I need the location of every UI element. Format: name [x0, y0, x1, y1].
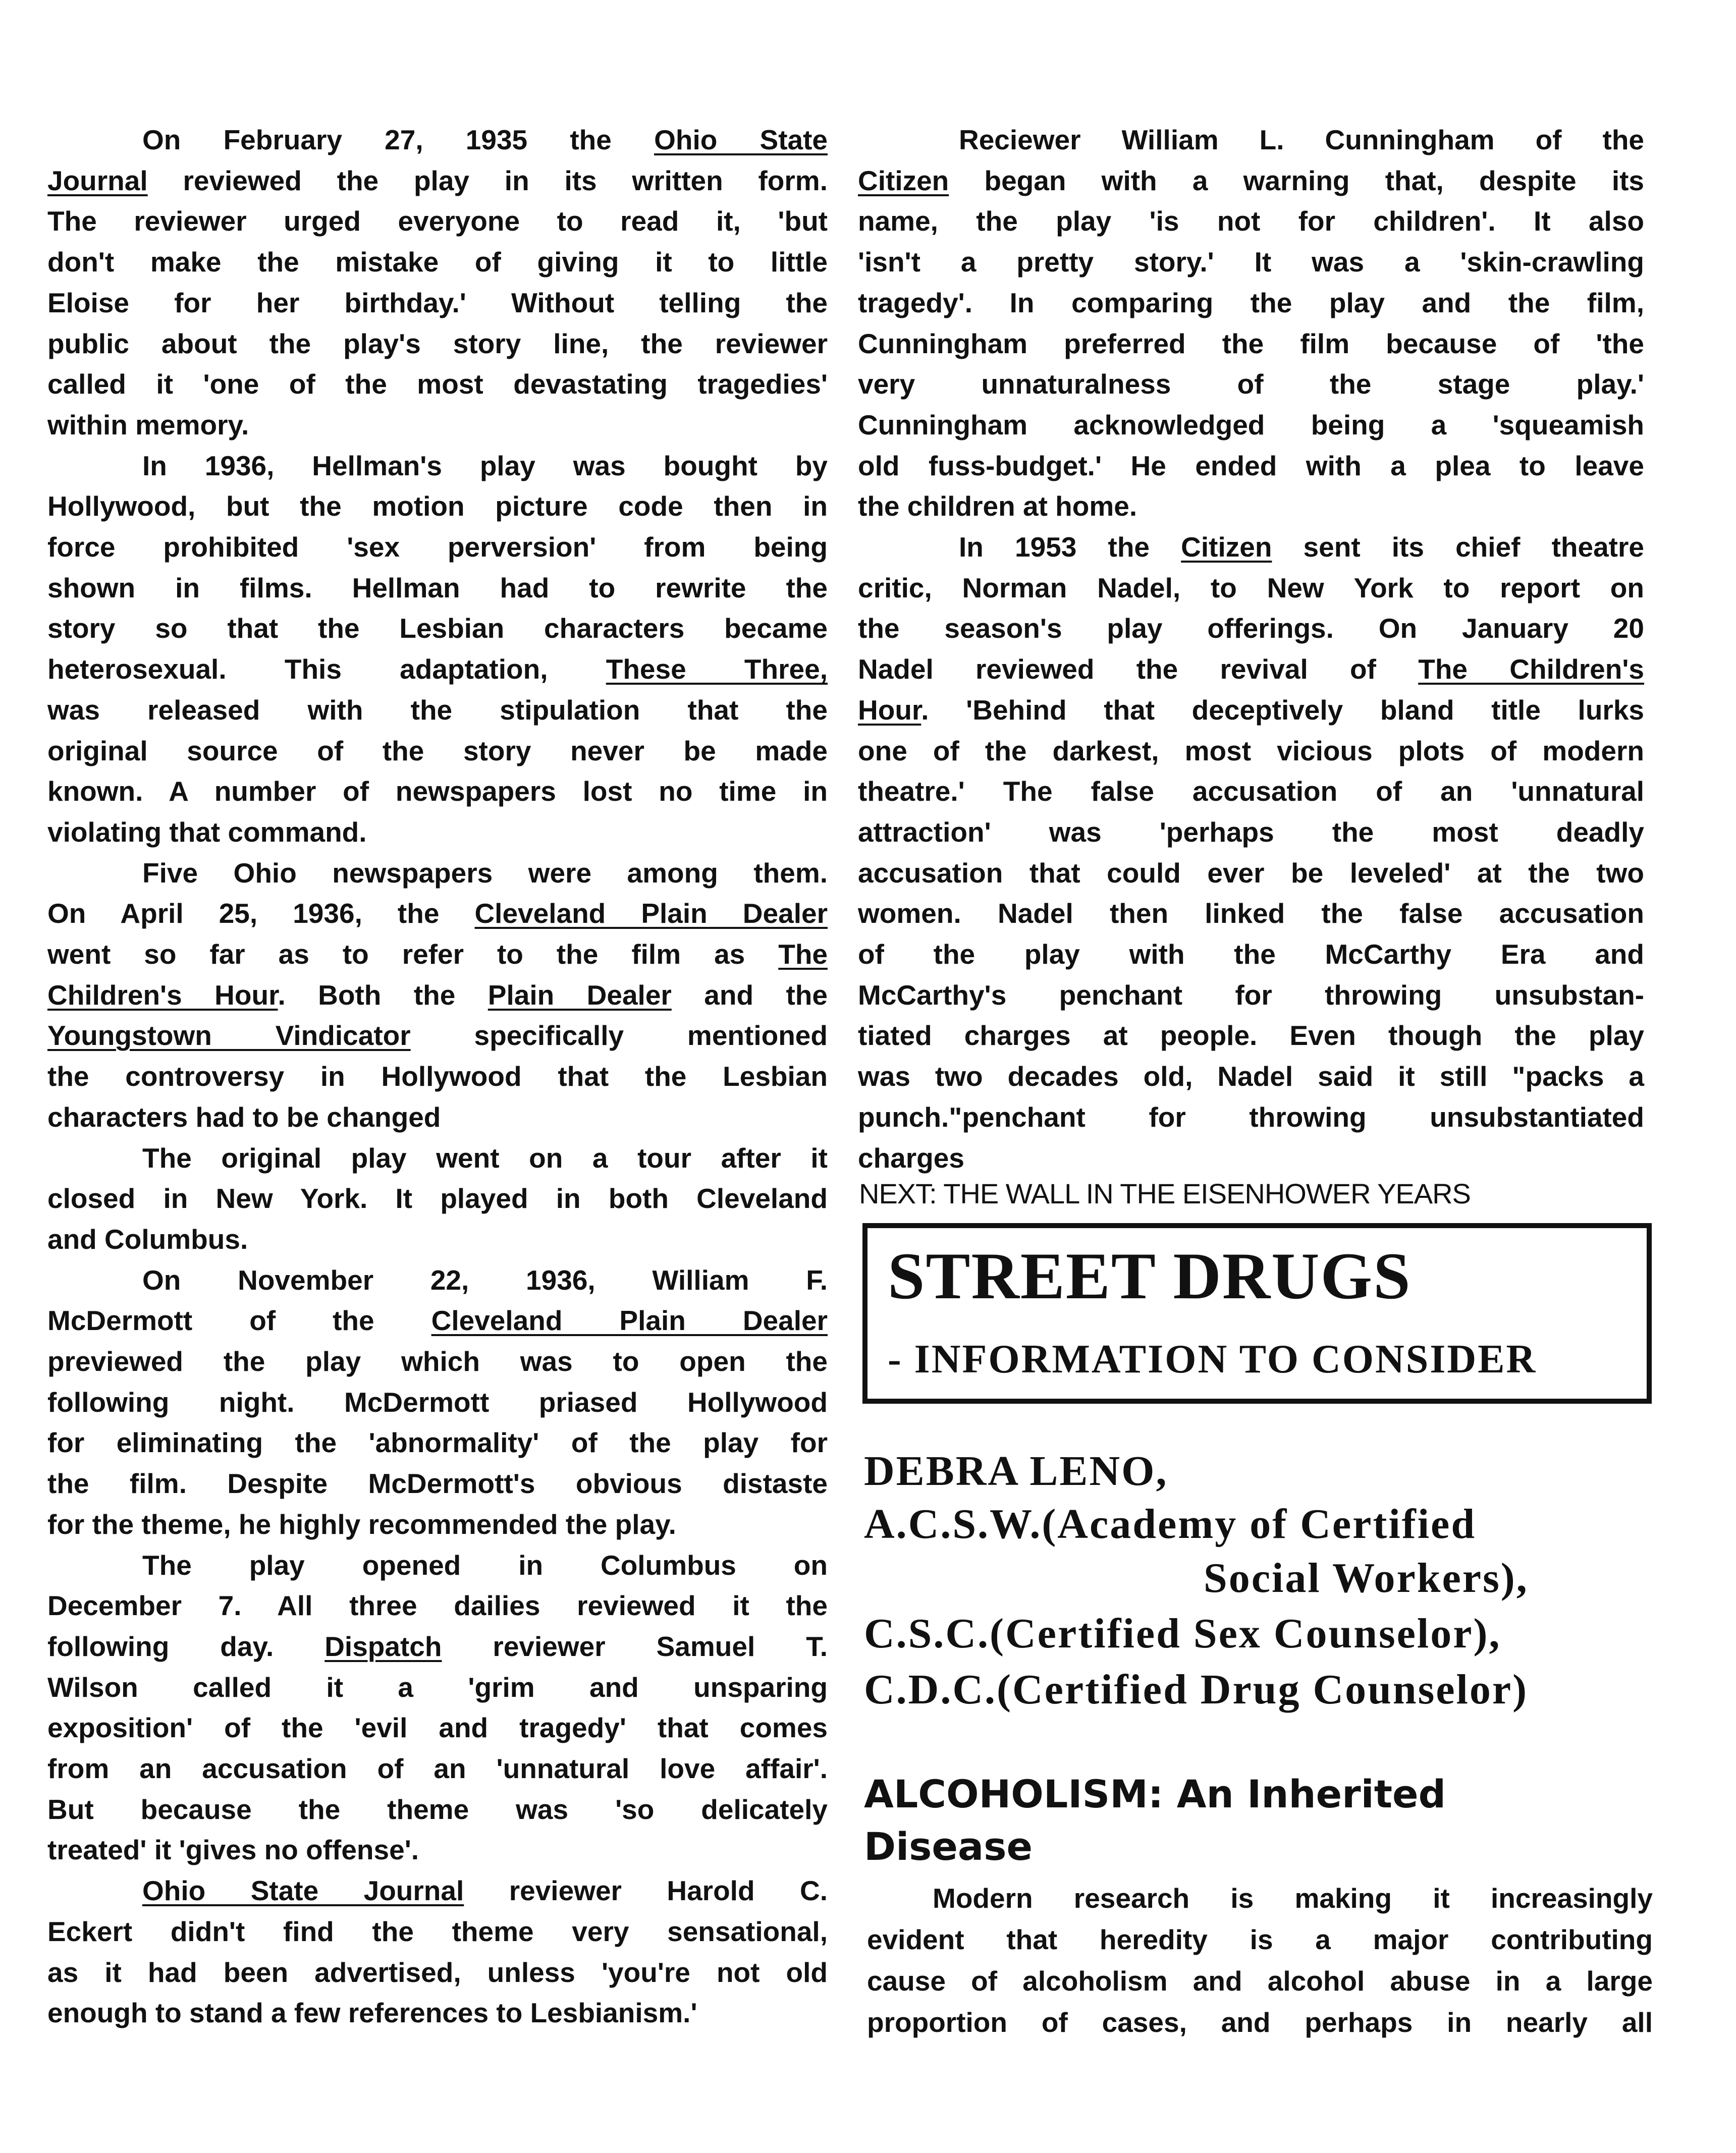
text-line: [47, 893, 828, 934]
text-segment: shown in films. Hellman had to rewrite the: [47, 572, 828, 603]
text-line: [142, 1138, 828, 1179]
text-line: [47, 201, 828, 242]
text-segment: the film. Despite McDermott's obvious distaste: [47, 1468, 828, 1500]
text-line: [47, 1300, 828, 1341]
text-line: [47, 1789, 828, 1830]
text-line: [47, 1463, 828, 1504]
text-segment: reviewed the play in its written form.: [147, 164, 828, 196]
text-segment: Wilson called it a 'grim and unsparing: [47, 1671, 828, 1703]
publication-title: Plain Dealer: [487, 979, 672, 1011]
text-line: [47, 1382, 828, 1423]
text-segment: In 1953 the: [959, 531, 1181, 563]
text-line: [47, 975, 828, 1016]
text-segment: Five Ohio newspapers were among them.: [142, 857, 828, 889]
text-segment: and the: [671, 979, 828, 1011]
text-segment: . 'Behind that deceptively bland title lurks: [921, 694, 1644, 726]
text-segment: original source of the story never be made: [47, 735, 828, 766]
text-segment: old fuss-budget.' He ended with a plea to leave: [858, 450, 1644, 481]
text-line: [858, 283, 1644, 323]
text-line: [858, 975, 1644, 1016]
text-line: [47, 1667, 828, 1708]
text-segment: McDermott of the: [47, 1305, 431, 1337]
text-line: [47, 608, 828, 649]
text-line: [47, 1748, 828, 1789]
text-segment: accusation that could ever be leveled' at the two: [858, 857, 1644, 889]
publication-title: Citizen: [1181, 531, 1272, 563]
text-segment: heterosexual. This adaptation,: [47, 653, 606, 685]
text-line: Modern research is making it increasingly: [933, 1883, 1653, 1914]
text-segment: began with a warning that, despite its: [949, 164, 1644, 196]
text-line: [47, 1097, 828, 1138]
text-line: [47, 568, 828, 609]
text-segment: called it 'one of the most devastating tragedies': [47, 368, 828, 400]
author-credential: Social Workers),: [1204, 1555, 1529, 1602]
text-line: [858, 1015, 1644, 1056]
text-line: [47, 934, 828, 975]
text-line: [47, 771, 828, 812]
text-line: [858, 446, 1644, 486]
text-line: [858, 201, 1644, 242]
text-line: [47, 1830, 828, 1870]
text-segment: exposition' of the 'evil and tragedy' that comes: [47, 1712, 828, 1744]
text-segment: within memory.: [47, 409, 249, 440]
text-line: [142, 446, 828, 486]
text-line: [142, 853, 828, 894]
section-heading: ALCOHOLISM: An Inherited: [864, 1772, 1446, 1816]
text-segment: following night. McDermott priased Hollywood: [47, 1386, 828, 1418]
text-segment: the season's play offerings. On January 20: [858, 613, 1644, 644]
text-segment: violating that command.: [47, 816, 367, 848]
text-segment: closed in New York. It played in both Cleveland: [47, 1183, 828, 1214]
text-segment: tiated charges at people. Even though the play: [858, 1020, 1644, 1052]
text-line: [47, 1056, 828, 1097]
text-segment: tragedy'. In comparing the play and the film,: [858, 287, 1644, 318]
publication-title: Cleveland Plain Dealer: [474, 898, 828, 929]
publication-title: Ohio State: [654, 124, 828, 155]
text-segment: the children at home.: [858, 490, 1137, 522]
text-segment: for eliminating the 'abnormality' of the play for: [47, 1427, 828, 1459]
text-line: [858, 364, 1644, 405]
text-line: [858, 690, 1644, 731]
text-segment: On April 25, 1936, the: [47, 898, 475, 929]
text-line: [47, 1952, 828, 1993]
text-line: [858, 649, 1644, 690]
text-line: [47, 1504, 828, 1545]
text-line: proportion of cases, and perhaps in nearly all: [867, 2007, 1653, 2038]
text-line: [142, 1870, 828, 1911]
text-segment: of the play with the McCarthy Era and: [858, 939, 1644, 970]
street-drugs-banner: [862, 1223, 1652, 1404]
text-line: [47, 649, 828, 690]
text-segment: sent its chief theatre: [1272, 531, 1644, 563]
publication-title: Cleveland Plain Dealer: [431, 1305, 828, 1337]
text-line: [858, 608, 1644, 649]
text-segment: reviewer Harold C.: [464, 1875, 828, 1907]
text-line: [47, 527, 828, 568]
text-segment: for the theme, he highly recommended the play.: [47, 1508, 676, 1540]
text-segment: very unnaturalness of the stage play.': [858, 368, 1644, 400]
text-line: [858, 486, 1644, 527]
text-line: evident that heredity is a major contributing: [867, 1924, 1653, 1955]
text-segment: The reviewer urged everyone to read it, 'but: [47, 205, 828, 237]
banner-title: STREET DRUGS: [888, 1239, 1412, 1313]
text-segment: The original play went on a tour after it: [142, 1142, 828, 1174]
text-line: [47, 690, 828, 731]
text-segment: public about the play's story line, the reviewer: [47, 327, 828, 359]
text-line: [858, 405, 1644, 446]
text-segment: specifically mentioned: [410, 1020, 828, 1052]
text-line: [47, 1626, 828, 1667]
text-line: [142, 120, 828, 160]
text-line: [858, 568, 1644, 609]
text-line: [959, 120, 1644, 160]
publication-title: Journal: [47, 164, 148, 196]
text-segment: went so far as to refer to the film as: [47, 939, 779, 970]
text-line: [47, 731, 828, 771]
text-segment: On February 27, 1935 the: [142, 124, 655, 155]
text-line: [47, 1993, 828, 2033]
text-segment: Eckert didn't find the theme very sensational,: [47, 1915, 828, 1947]
text-segment: Hollywood, but the motion picture code then in: [47, 490, 828, 522]
text-segment: charges: [858, 1142, 964, 1174]
text-line: [858, 1138, 1644, 1179]
text-line: [47, 1178, 828, 1219]
text-line: [858, 160, 1644, 201]
publication-title: Ohio State Journal: [142, 1875, 464, 1907]
text-line: [142, 1260, 828, 1301]
text-line: [47, 1585, 828, 1626]
text-segment: attraction' was 'perhaps the most deadly: [858, 816, 1644, 848]
text-line: [47, 1911, 828, 1952]
text-line: [858, 1097, 1644, 1138]
text-segment: as it had been advertised, unless 'you're not old: [47, 1956, 828, 1988]
text-segment: On November 22, 1936, William F.: [142, 1264, 828, 1296]
publication-title: Hour: [858, 694, 921, 726]
text-line: [47, 1219, 828, 1260]
section-heading: Disease: [864, 1824, 1033, 1869]
text-segment: Reciewer William L. Cunningham of the: [959, 124, 1644, 155]
publication-title: These Three,: [606, 653, 828, 685]
text-segment: name, the play 'is not for children'. It also: [858, 205, 1644, 237]
text-line: [142, 1545, 828, 1586]
text-line: [47, 160, 828, 201]
publication-title: Citizen: [858, 164, 949, 196]
text-segment: enough to stand a few references to Lesbianism.': [47, 1997, 697, 2029]
text-segment: and Columbus.: [47, 1223, 248, 1255]
text-segment: Cunningham preferred the film because of 'the: [858, 327, 1644, 359]
text-segment: from an accusation of an 'unnatural love affair'.: [47, 1753, 828, 1784]
text-line: [858, 812, 1644, 853]
text-segment: critic, Norman Nadel, to New York to report on: [858, 572, 1644, 603]
publication-title: The Children's: [1418, 653, 1644, 685]
text-line: [858, 934, 1644, 975]
author-credential: A.C.S.W.(Academy of Certified: [864, 1501, 1477, 1548]
text-segment: women. Nadel then linked the false accusation: [858, 898, 1644, 929]
next-installment-notice: NEXT: THE WALL IN THE EISENHOWER YEARS: [859, 1178, 1471, 1209]
text-segment: December 7. All three dailies reviewed it the: [47, 1590, 828, 1622]
text-line: [858, 893, 1644, 934]
text-line: [858, 323, 1644, 364]
text-line: [858, 1056, 1644, 1097]
text-segment: one of the darkest, most vicious plots of modern: [858, 735, 1644, 766]
text-segment: characters had to be changed: [47, 1101, 441, 1133]
text-line: [858, 771, 1644, 812]
text-segment: reviewer Samuel T.: [442, 1630, 828, 1662]
text-segment: McCarthy's penchant for throwing unsubstan-: [858, 979, 1644, 1011]
text-segment: But because the theme was 'so delicately: [47, 1793, 828, 1825]
text-segment: known. A number of newspapers lost no time in: [47, 776, 828, 807]
text-line: [47, 1707, 828, 1748]
text-line: [47, 364, 828, 405]
text-segment: previewed the play which was to open the: [47, 1346, 828, 1377]
text-segment: following day.: [47, 1630, 325, 1662]
text-line: [47, 1341, 828, 1382]
text-segment: story so that the Lesbian characters became: [47, 613, 828, 644]
publication-title: The: [778, 939, 828, 970]
text-line: [47, 1422, 828, 1463]
text-line: [858, 853, 1644, 894]
text-line: [959, 527, 1644, 568]
publication-title: Dispatch: [324, 1630, 442, 1662]
text-line: [47, 1015, 828, 1056]
text-segment: Cunningham acknowledged being a 'squeamish: [858, 409, 1644, 440]
text-line: [47, 486, 828, 527]
publication-title: Youngstown Vindicator: [47, 1020, 411, 1052]
text-line: [47, 323, 828, 364]
text-segment: treated' it 'gives no offense'.: [47, 1834, 419, 1866]
text-segment: Nadel reviewed the revival of: [858, 653, 1419, 685]
text-segment: force prohibited 'sex perversion' from being: [47, 531, 828, 563]
text-line: cause of alcoholism and alcohol abuse in a large: [867, 1965, 1653, 1997]
text-segment: Eloise for her birthday.' Without telling the: [47, 287, 828, 318]
text-segment: was two decades old, Nadel said it still "packs a: [858, 1061, 1644, 1092]
author-name: DEBRA LENO,: [864, 1448, 1168, 1495]
text-segment: The play opened in Columbus on: [142, 1549, 828, 1581]
text-line: [47, 242, 828, 283]
text-line: [858, 731, 1644, 771]
text-segment: was released with the stipulation that the: [47, 694, 828, 726]
text-segment: . Both the: [278, 979, 488, 1011]
text-line: [47, 283, 828, 323]
publication-title: Children's Hour: [47, 979, 278, 1011]
text-segment: punch."penchant for throwing unsubstantiated: [858, 1101, 1644, 1133]
text-line: [858, 242, 1644, 283]
text-line: [47, 405, 828, 446]
author-credential: C.S.C.(Certified Sex Counselor),: [864, 1610, 1501, 1657]
text-segment: theatre.' The false accusation of an 'unnatural: [858, 776, 1644, 807]
banner-subtitle: - INFORMATION TO CONSIDER: [888, 1337, 1537, 1382]
text-line: [47, 812, 828, 853]
text-segment: the controversy in Hollywood that the Lesbian: [47, 1061, 828, 1092]
text-segment: In 1936, Hellman's play was bought by: [142, 450, 828, 481]
author-credential: C.D.C.(Certified Drug Counselor): [864, 1666, 1529, 1713]
text-segment: 'isn't a pretty story.' It was a 'skin-crawling: [858, 246, 1644, 278]
text-segment: don't make the mistake of giving it to little: [47, 246, 828, 278]
